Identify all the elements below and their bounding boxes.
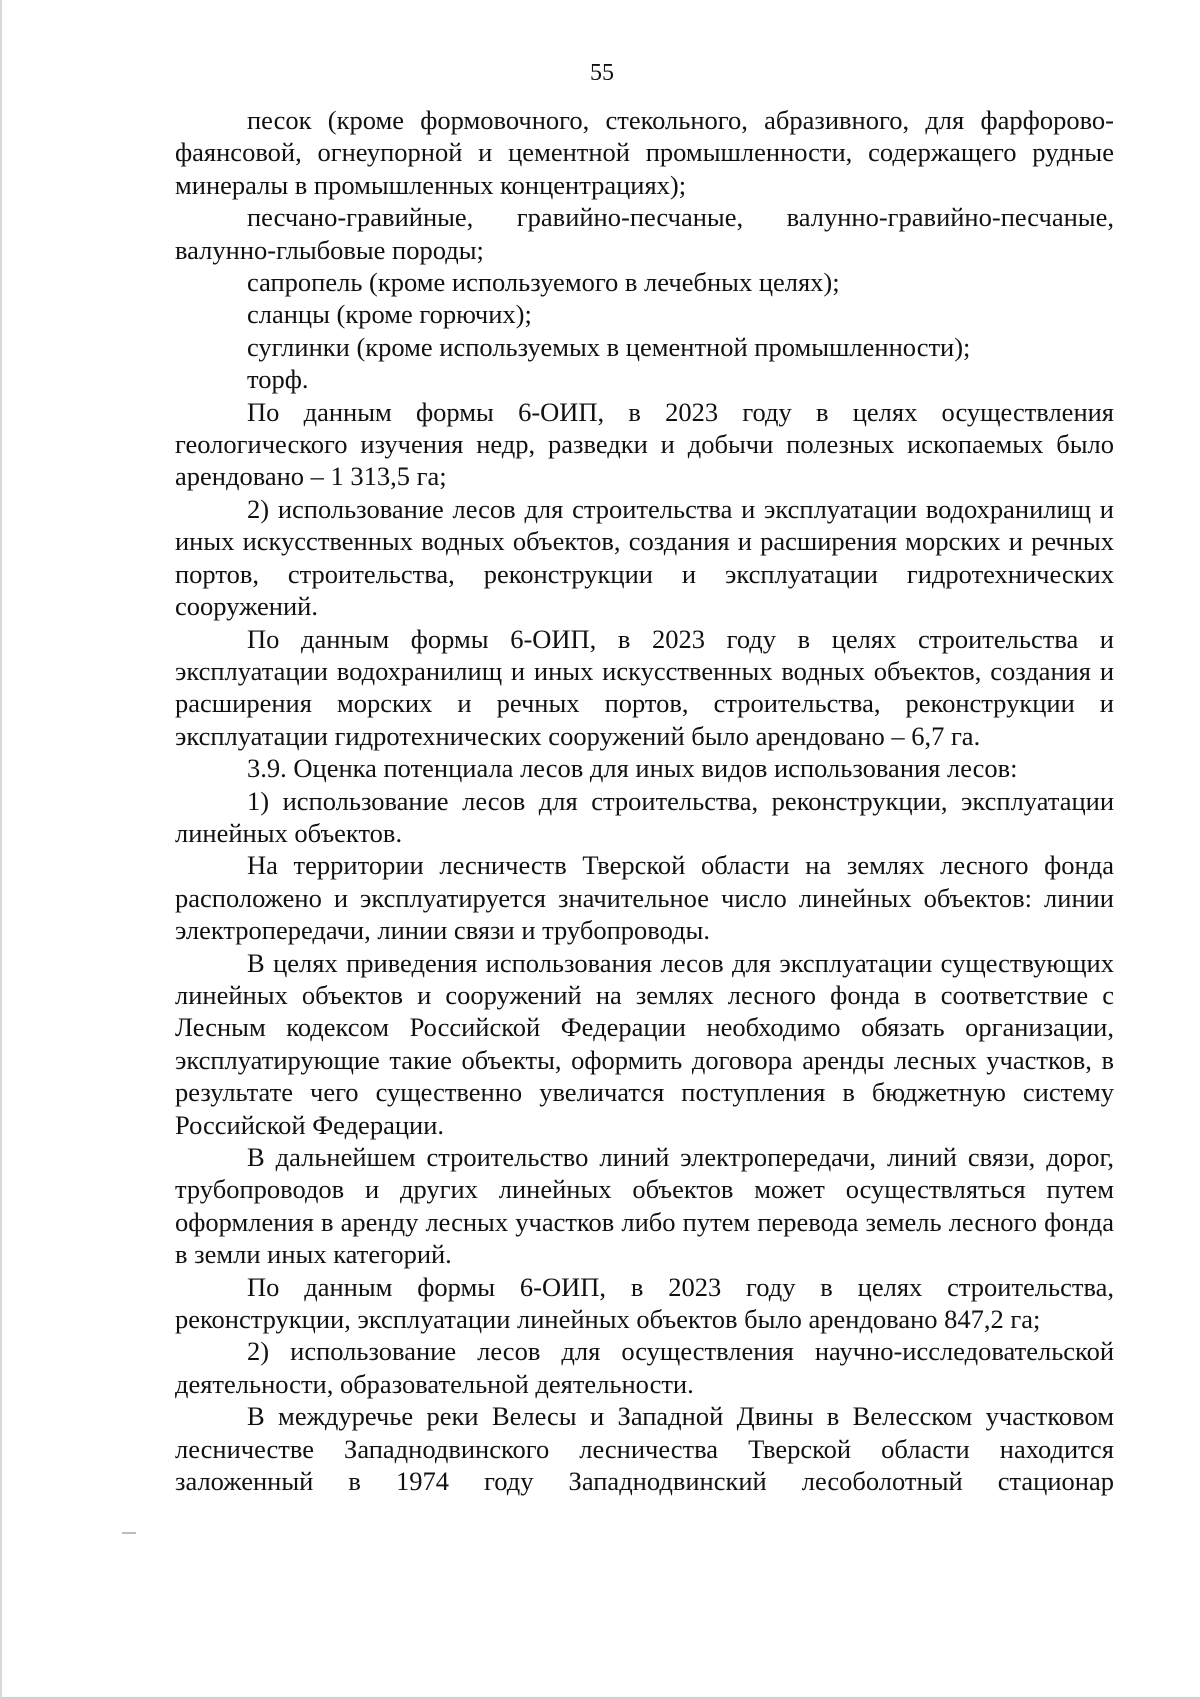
paragraph-lease-obligation: В целях приведения использования лесов для эксплуатации существующих линейных объектов и сооружений на землях лесного фонда в соответствие с Лесным кодексом Российской Федерации необходимо обязать организации, эксплуатирующие такие объекты, оформить договора аренды лесных участков, в результате чего существенно увеличатся поступления в бюджетную систему Российской Федерации.: [175, 947, 1114, 1140]
paragraph-linear-objects-use: 1) использование лесов для строительства, реконструкции, эксплуатации линейных объектов.: [175, 785, 1114, 848]
paragraph-station: В междуречье реки Велесы и Западной Двины в Велесском участковом лесничестве Западнодвинского лесничества Тверской области находится заложенный в 1974 году Западнодвинский лесоболотный стационар: [175, 1401, 1114, 1497]
paragraph-shale: сланцы (кроме горючих);: [247, 299, 532, 330]
paragraph-future-construction: В дальнейшем строительство линий электропередачи, линий связи, дорог, трубопроводов и других линейных объектов может осуществляться путем оформления в аренду лесных участков либо путем перевода земель лесного фонда в земли иных категорий.: [175, 1142, 1114, 1270]
scan-artifact: [122, 1532, 136, 1534]
paragraph-reservoirs-lease: По данным формы 6-ОИП, в 2023 году в целях строительства и эксплуатации водохранилищ и иных искусственных водных объектов, создания и расширения морских и речных портов, строительства, реконструкции и эксплуатации гидротехнических сооружений было арендовано – 6,7 га.: [175, 623, 1114, 751]
paragraph-linear-objects-territory: На территории лесничеств Тверской области на землях лесного фонда расположено и эксплуатируется значительное число линейных объектов: линии электропередачи, линии связи и трубопроводы.: [175, 850, 1114, 946]
document-body: [175, 104, 1114, 1497]
paragraph-loam: суглинки (кроме используемых в цементной промышленности);: [247, 331, 971, 362]
paragraph-linear-objects-lease: По данным формы 6-ОИП, в 2023 году в целях строительства, реконструкции, эксплуатации линейных объектов было арендовано 847,2 га;: [175, 1271, 1114, 1335]
paragraph-peat: торф.: [247, 364, 309, 395]
paragraph-geology-lease: По данным формы 6-ОИП, в 2023 году в целях осуществления геологического изучения недр, разведки и добычи полезных ископаемых было арендовано – 1 313,5 га;: [175, 396, 1114, 492]
paragraph-gravel: песчано-гравийные, гравийно-песчаные, валунно-гравийно-песчаные, валунно-глыбовые породы;: [175, 202, 1114, 265]
section-heading-3-9: 3.9. Оценка потенциала лесов для иных видов использования лесов:: [247, 753, 1018, 784]
paragraph-research-use: 2) использование лесов для осуществления научно-исследовательской деятельности, образовательной деятельности.: [175, 1336, 1114, 1399]
page-number: 55: [590, 60, 614, 86]
paragraph-reservoirs-use: 2) использование лесов для строительства и эксплуатации водохранилищ и иных искусственных водных объектов, создания и расширения морских и речных портов, строительства, реконструкции и эксплуатации гидротехнических сооружений.: [175, 493, 1114, 622]
paragraph-sand: песок (кроме формовочного, стекольного, абразивного, для фарфорово-фаянсовой, огнеупорной и цементной промышленности, содержащего рудные минералы в промышленных концентрациях);: [175, 105, 1114, 200]
paragraph-sapropel: сапропель (кроме используемого в лечебных целях);: [247, 267, 840, 298]
